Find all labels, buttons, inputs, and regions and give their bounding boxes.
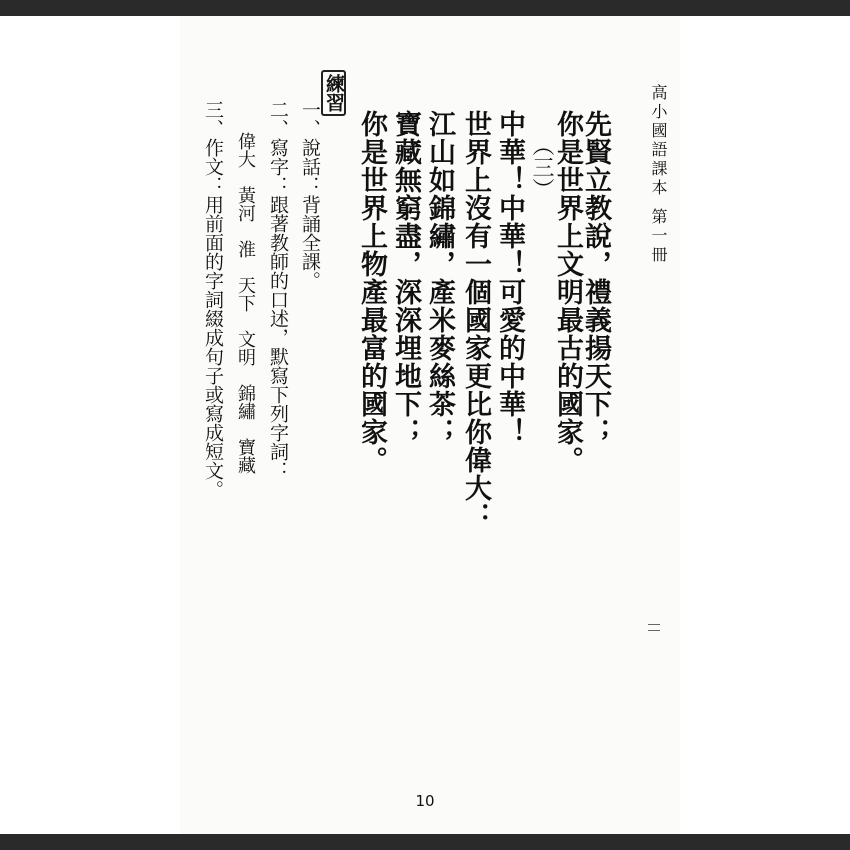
section-number: （三） xyxy=(529,134,554,200)
text-line-3: 中華！中華！可愛的中華！ xyxy=(494,110,525,446)
scan-bottom-edge xyxy=(0,834,850,850)
header-volume: 第一冊 xyxy=(649,208,668,265)
running-header xyxy=(650,84,666,265)
header-series: 高小國語課本 xyxy=(649,84,668,198)
margin-mark xyxy=(648,630,660,631)
exercise-item-3: 三、作文：用前面的字詞綴成句子或寫成短文。 xyxy=(202,100,224,499)
text-line-4: 世界上沒有一個國家更比你偉大： xyxy=(460,110,491,530)
text-line-6: 寶藏無窮盡，深深埋地下； xyxy=(390,110,421,446)
exercise-item-2-words: 偉大 黃河 淮 天下 文明 錦繡 寶藏 xyxy=(235,132,256,474)
scan-top-edge xyxy=(0,0,850,16)
text-line-2: 你是世界上文明最古的國家。 xyxy=(552,110,583,474)
exercise-item-1: 一、說話：背誦全課。 xyxy=(299,100,321,290)
text-line-5: 江山如錦繡，產米麥絲茶； xyxy=(424,110,455,446)
margin-mark xyxy=(648,624,660,625)
exercise-item-2: 二、寫字：跟著教師的口述，默寫下列字詞： xyxy=(267,100,289,480)
text-line-7: 你是世界上物產最富的國家。 xyxy=(356,110,387,474)
exercise-heading: 練習 xyxy=(321,70,346,116)
text-line-1: 先賢立教說，禮義揚天下； xyxy=(580,110,611,446)
page-number: 10 xyxy=(415,792,435,810)
